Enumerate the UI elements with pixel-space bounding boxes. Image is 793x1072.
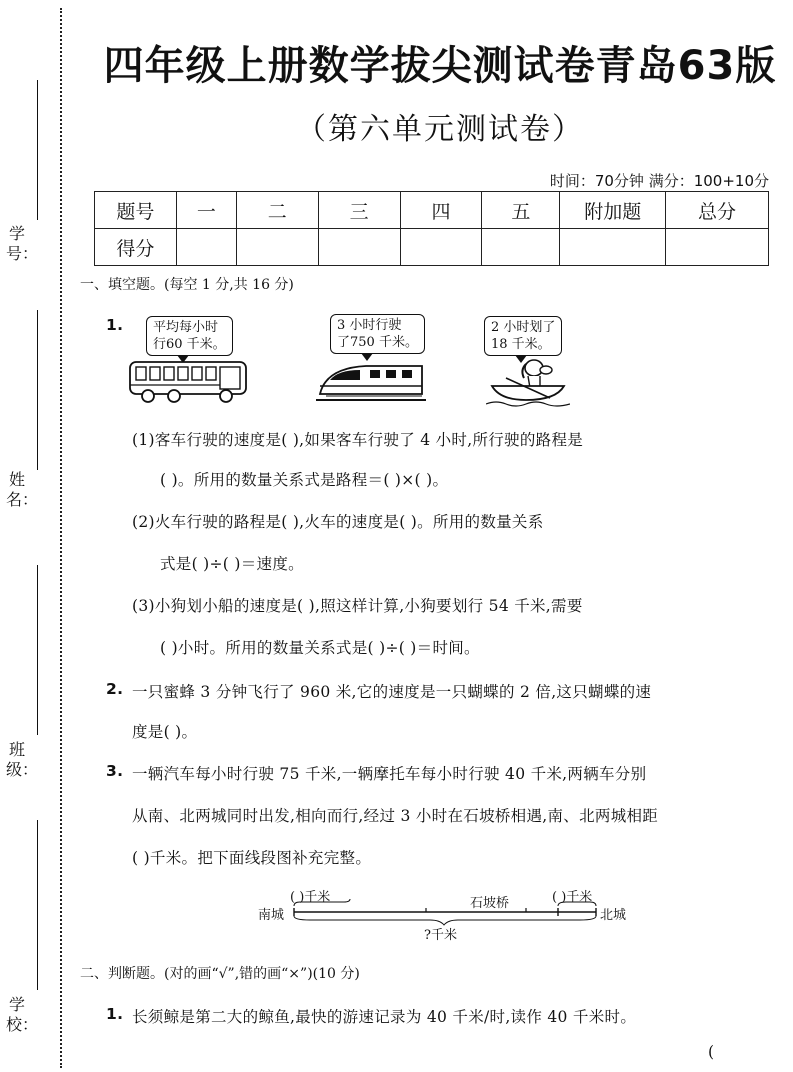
side-label-name: 姓名： bbox=[6, 470, 39, 509]
q1-line: (1)客车行驶的速度是( ),如果客车行驶了 4 小时,所行驶的路程是 bbox=[132, 431, 584, 449]
side-rule-school bbox=[37, 820, 38, 990]
bubble-text: 18 千米。 bbox=[491, 337, 551, 352]
score-header-cell: 附加题 bbox=[560, 192, 666, 229]
time-score-info: 时间：70分钟 满分：100+10分 bbox=[549, 172, 769, 190]
answer-paren: ( bbox=[708, 1043, 715, 1061]
score-input-cell[interactable] bbox=[560, 229, 666, 266]
score-input-cell[interactable] bbox=[318, 229, 400, 266]
score-header-cell: 四 bbox=[400, 192, 482, 229]
score-input-cell[interactable] bbox=[236, 229, 318, 266]
diagram-segment-line bbox=[290, 898, 602, 926]
score-table-header-row bbox=[95, 192, 769, 229]
side-rule-name bbox=[37, 310, 38, 470]
q1-line: ( )小时。所用的数量关系式是( )÷( )＝时间。 bbox=[160, 639, 480, 657]
score-input-cell[interactable] bbox=[176, 229, 236, 266]
diagram-south-label: 南城 bbox=[258, 908, 285, 923]
score-input-cell[interactable] bbox=[400, 229, 482, 266]
side-label-class: 班级： bbox=[6, 740, 39, 779]
train-icon bbox=[316, 358, 426, 406]
side-rule-student-id bbox=[37, 80, 38, 220]
score-table-score-row bbox=[95, 229, 769, 266]
speech-bubble-boat bbox=[484, 316, 562, 356]
dog-rowing-boat-icon bbox=[486, 356, 570, 408]
bus-icon bbox=[128, 358, 250, 406]
side-label-student-id: 学号： bbox=[6, 224, 39, 263]
page-subtitle: （第六单元测试卷） bbox=[296, 112, 584, 147]
page-title: 四年级上册数学拔尖测试卷青岛63版 bbox=[103, 43, 777, 89]
diagram-left-distance-label: ( )千米 bbox=[290, 890, 331, 905]
binding-dashed-line bbox=[60, 8, 62, 1068]
bubble-text: 了750 千米。 bbox=[337, 335, 418, 350]
q1-line: (2)火车行驶的路程是( ),火车的速度是( )。所用的数量关系 bbox=[132, 513, 544, 531]
score-input-cell[interactable] bbox=[482, 229, 560, 266]
side-rule-class bbox=[37, 565, 38, 735]
score-table bbox=[94, 191, 769, 266]
bubble-text: 平均每小时 bbox=[153, 320, 219, 335]
score-header-cell: 二 bbox=[236, 192, 318, 229]
q2-line: 度是( )。 bbox=[132, 723, 198, 741]
score-row-label: 得分 bbox=[95, 229, 177, 266]
q3-line: 一辆汽车每小时行驶 75 千米,一辆摩托车每小时行驶 40 千米,两辆车分别 bbox=[132, 765, 647, 783]
speech-bubble-bus bbox=[146, 316, 233, 356]
speech-bubble-train bbox=[330, 314, 425, 354]
side-label-school: 学校： bbox=[6, 995, 39, 1034]
q3-line: 从南、北两城同时出发,相向而行,经过 3 小时在石坡桥相遇,南、北两城相距 bbox=[132, 807, 659, 825]
q1-line: (3)小狗划小船的速度是( ),照这样计算,小狗要划行 54 千米,需要 bbox=[132, 597, 583, 615]
q1-line: 式是( )÷( )＝速度。 bbox=[160, 555, 304, 573]
bubble-text: 3 小时行驶 bbox=[337, 318, 402, 333]
q3-line: ( )千米。把下面线段图补充完整。 bbox=[132, 849, 372, 867]
s2-q1-number: 1. bbox=[106, 1005, 124, 1023]
diagram-right-distance-label: ( )千米 bbox=[552, 890, 593, 905]
section1-heading: 一、填空题。(每空 1 分,共 16 分) bbox=[80, 277, 294, 293]
diagram-bridge-label: 石坡桥 bbox=[470, 896, 510, 911]
score-header-cell: 一 bbox=[176, 192, 236, 229]
bubble-text: 行60 千米。 bbox=[153, 337, 226, 352]
score-input-cell[interactable] bbox=[666, 229, 769, 266]
q1-number: 1. bbox=[106, 316, 124, 334]
section2-heading: 二、判断题。(对的画“√”,错的画“×”)(10 分) bbox=[80, 966, 360, 982]
score-header-cell: 三 bbox=[318, 192, 400, 229]
bubble-text: 2 小时划了 bbox=[491, 320, 556, 335]
score-header-cell: 题号 bbox=[95, 192, 177, 229]
diagram-total-label: ?千米 bbox=[424, 928, 457, 943]
q3-number: 3. bbox=[106, 762, 124, 780]
s2-q1-text: 长须鲸是第二大的鲸鱼,最快的游速记录为 40 千米/时,读作 40 千米时。 bbox=[132, 1008, 637, 1026]
score-header-cell: 总分 bbox=[666, 192, 769, 229]
q1-line: ( )。所用的数量关系式是路程＝( )×( )。 bbox=[160, 471, 449, 489]
q2-line: 一只蜜蜂 3 分钟飞行了 960 米,它的速度是一只蝴蝶的 2 倍,这只蝴蝶的速 bbox=[132, 683, 652, 701]
q2-number: 2. bbox=[106, 680, 124, 698]
diagram-north-label: 北城 bbox=[600, 908, 627, 923]
score-header-cell: 五 bbox=[482, 192, 560, 229]
